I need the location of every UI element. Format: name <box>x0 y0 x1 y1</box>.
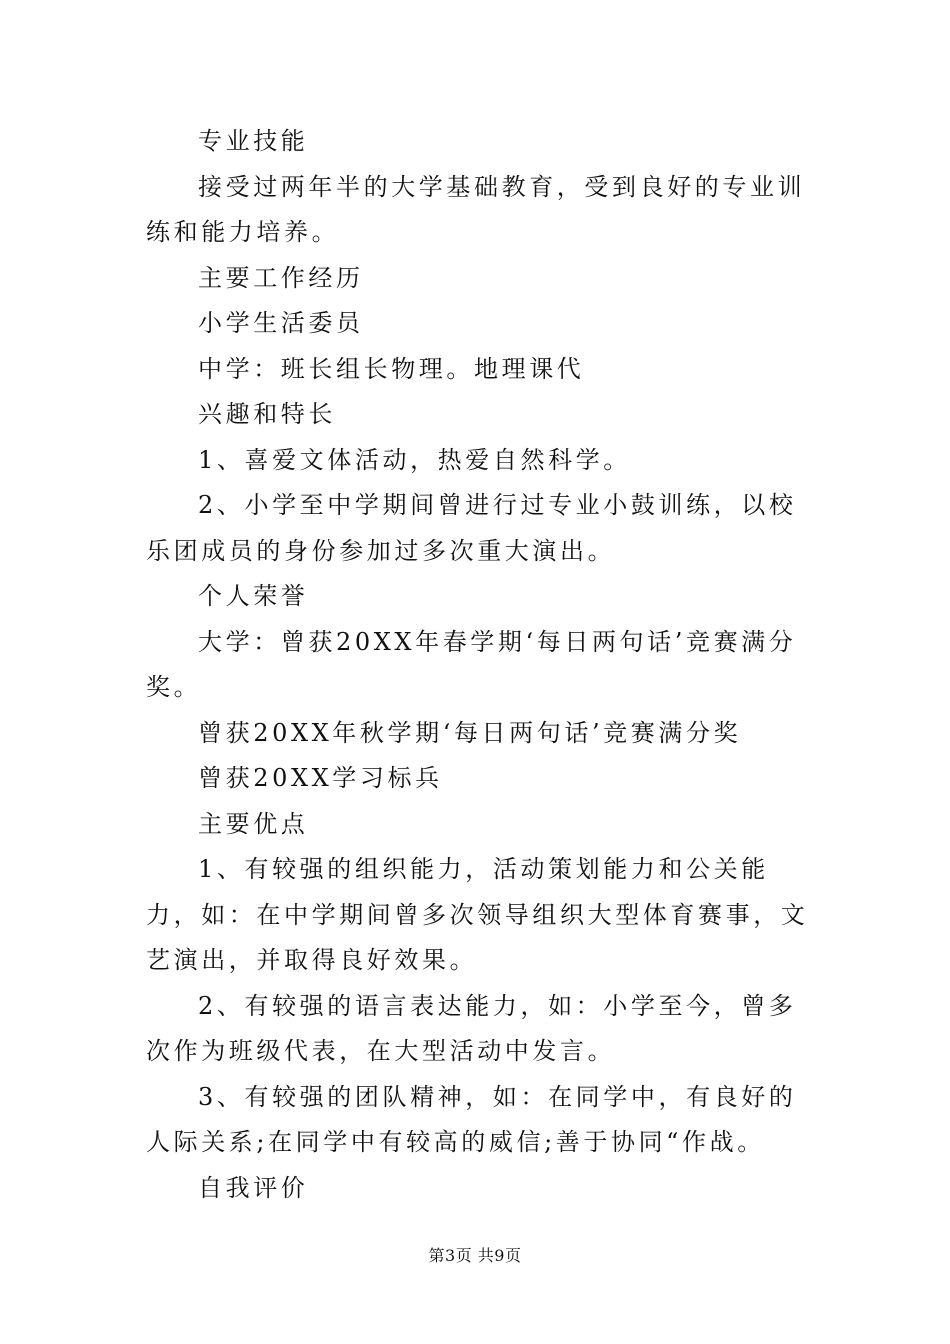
paragraph-strength-2: 2、有较强的语言表达能力，如：小学至今，曾多次作为班级代表，在大型活动中发言。 <box>146 991 797 1065</box>
section-heading-interests: 兴趣和特长 <box>198 400 336 428</box>
section-heading-skills: 专业技能 <box>198 127 309 155</box>
document-body <box>146 119 811 1211</box>
paragraph-middle-school-role: 中学：班长组长物理。地理课代 <box>198 354 585 383</box>
section-heading-work-history: 主要工作经历 <box>198 263 364 292</box>
paragraph-interest-2: 2、小学至中学期间曾进行过专业小鼓训练，以校乐团成员的身份参加过多次重大演出。 <box>146 491 797 565</box>
section-heading-strengths: 主要优点 <box>198 809 309 838</box>
paragraph-strength-3: 3、有较强的团队精神，如：在同学中，有良好的人际关系;在同学中有较高的威信;善于协同“作战。 <box>146 1082 797 1156</box>
paragraph-primary-school-role: 小学生活委员 <box>198 309 364 337</box>
paragraph-interest-1: 1、喜爱文体活动，热爱自然科学。 <box>198 445 631 474</box>
section-heading-honors: 个人荣誉 <box>198 582 309 610</box>
section-heading-self-evaluation: 自我评价 <box>198 1173 309 1202</box>
paragraph-honor-3: 曾获20XX学习标兵 <box>198 764 443 792</box>
paragraph-strength-1: 1、有较强的组织能力，活动策划能力和公关能力，如：在中学期间曾多次领导组织大型体育赛事，文艺演出，并取得良好效果。 <box>146 855 809 974</box>
paragraph-honor-1: 大学：曾获20XX年春学期‘每日两句话’竞赛满分奖。 <box>146 627 797 701</box>
paragraph-honor-2: 曾获20XX年秋学期‘每日两句话’竞赛满分奖 <box>198 718 742 747</box>
paragraph-skills: 接受过两年半的大学基础教育，受到良好的专业训练和能力培养。 <box>146 172 806 246</box>
page-number-footer: 第3页 共9页 <box>428 1246 522 1265</box>
